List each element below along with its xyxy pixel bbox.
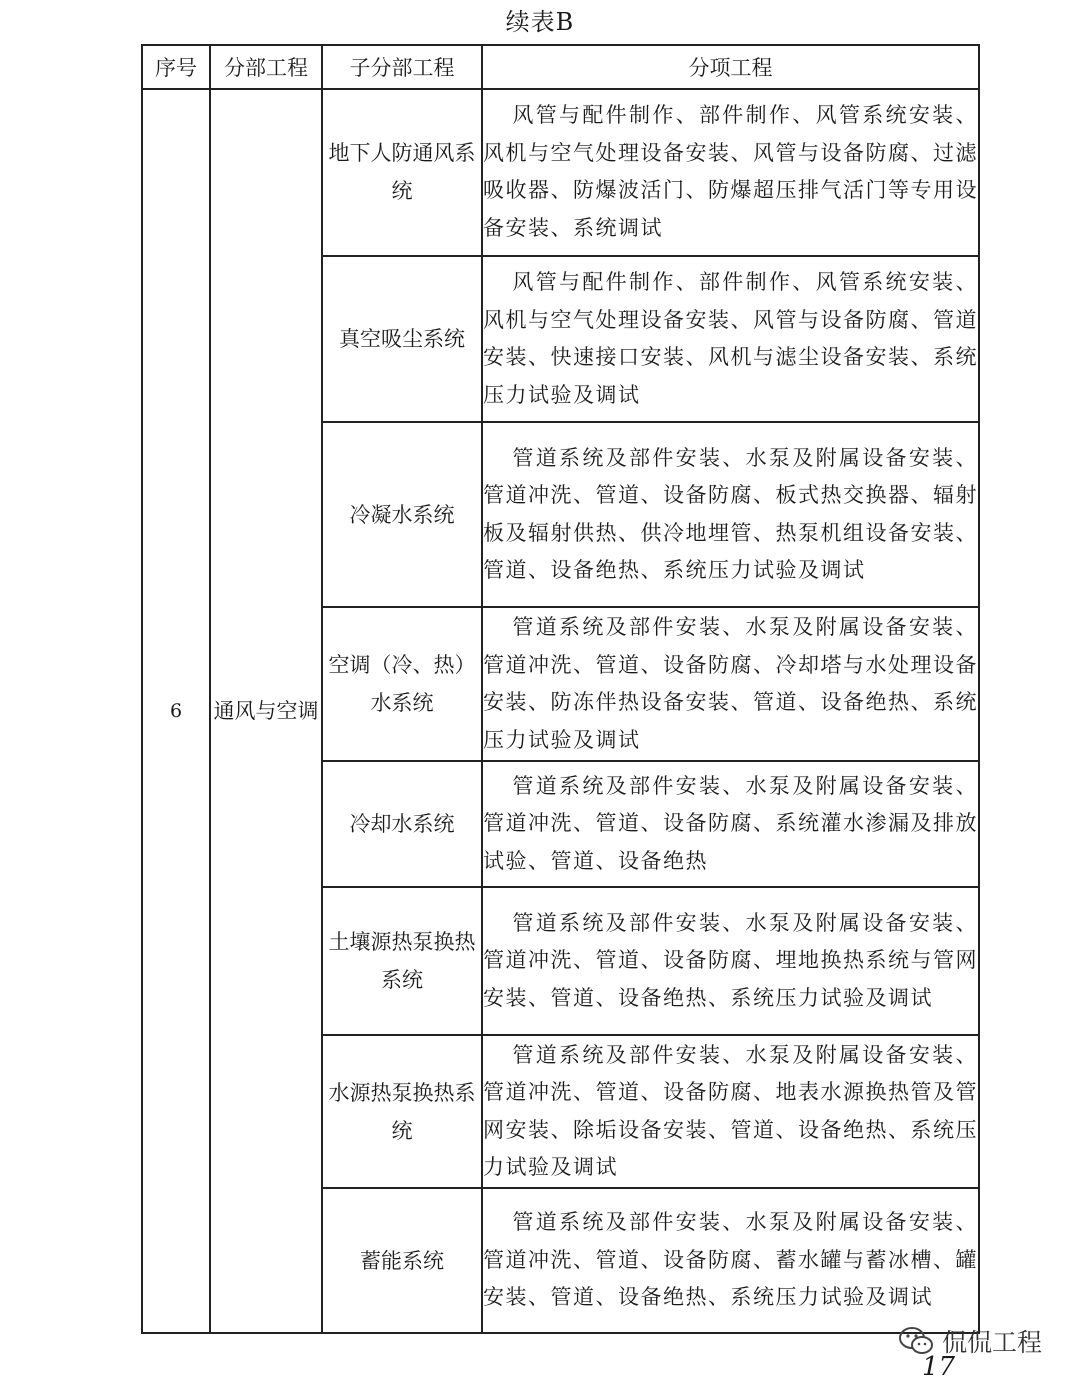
items-cell: 风管与配件制作、部件制作、风管系统安装、风机与空气处理设备安装、风管与设备防腐、过滤吸收器、防爆波活门、防爆超压排气活门等专用设备安装、系统调试 <box>482 89 979 256</box>
items-cell: 管道系统及部件安装、水泵及附属设备安装、管道冲洗、管道、设备防腐、板式热交换器、辐射板及辐射供热、供冷地埋管、热泵机组设备安装、管道、设备绝热、系统压力试验及调试 <box>482 422 979 607</box>
standard-table <box>141 44 980 1334</box>
subdivision-cell: 真空吸尘系统 <box>322 256 482 423</box>
table-title: 续表B <box>505 8 575 36</box>
items-cell: 管道系统及部件安装、水泵及附属设备安装、管道冲洗、管道、设备防腐、埋地换热系统与管网安装、管道、设备绝热、系统压力试验及调试 <box>482 887 979 1035</box>
header-seq: 序号 <box>142 45 210 89</box>
header-division: 分部工程 <box>210 45 322 89</box>
page-number: 17 <box>922 1352 956 1382</box>
subdivision-cell: 空调（冷、热）水系统 <box>322 607 482 761</box>
subdivision-cell: 土壤源热泵换热系统 <box>322 887 482 1035</box>
subdivision-cell: 蓄能系统 <box>322 1188 482 1333</box>
items-cell: 风管与配件制作、部件制作、风管系统安装、风机与空气处理设备安装、风管与设备防腐、管道安装、快速接口安装、风机与滤尘设备安装、系统压力试验及调试 <box>482 256 979 423</box>
subdivision-cell: 冷却水系统 <box>322 761 482 887</box>
division-cell: 通风与空调 <box>210 89 322 1333</box>
seq-cell: 6 <box>142 89 210 1333</box>
items-cell: 管道系统及部件安装、水泵及附属设备安装、管道冲洗、管道、设备防腐、系统灌水渗漏及排放试验、管道、设备绝热 <box>482 761 979 887</box>
subdivision-cell: 冷凝水系统 <box>322 422 482 607</box>
table-row <box>142 89 979 256</box>
items-cell: 管道系统及部件安装、水泵及附属设备安装、管道冲洗、管道、设备防腐、蓄水罐与蓄冰槽、罐安装、管道、设备绝热、系统压力试验及调试 <box>482 1188 979 1333</box>
watermark-text: 侃侃工程 <box>942 1328 1043 1357</box>
subdivision-cell: 地下人防通风系统 <box>322 89 482 256</box>
subdivision-cell: 水源热泵换热系统 <box>322 1035 482 1189</box>
watermark <box>898 1323 1042 1359</box>
items-cell: 管道系统及部件安装、水泵及附属设备安装、管道冲洗、管道、设备防腐、地表水源换热管及管网安装、除垢设备安装、管道、设备绝热、系统压力试验及调试 <box>482 1035 979 1189</box>
header-items: 分项工程 <box>482 45 979 89</box>
header-subdivision: 子分部工程 <box>322 45 482 89</box>
table-header-row <box>142 45 979 89</box>
items-cell: 管道系统及部件安装、水泵及附属设备安装、管道冲洗、管道、设备防腐、冷却塔与水处理设备安装、防冻伴热设备安装、管道、设备绝热、系统压力试验及调试 <box>482 607 979 761</box>
